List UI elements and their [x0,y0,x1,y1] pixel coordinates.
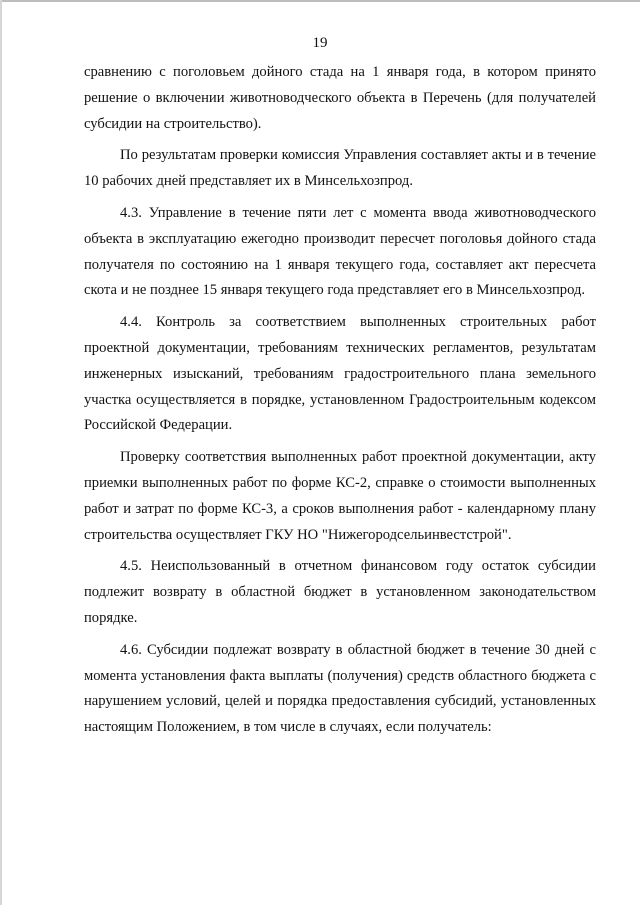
document-body [84,60,596,747]
paragraph-4-4: 4.4. Контроль за соответствием выполненных строительных работ проектной документации, требованиям технических регламентов, результатам инженерных изысканий, требованиям градостроительного плана земельного участка осуществляется в порядке, установленном Градостроительным кодексом Российской Федерации. [84,314,596,434]
paragraph-continuation: сравнению с поголовьем дойного стада на 1 января года, в котором принято решение о включении животноводческого объекта в Перечень (для получателей субсидии на строительство). [84,64,596,132]
page-left-edge [0,0,2,905]
paragraph-works-verification: Проверку соответствия выполненных работ проектной документации, акту приемки выполненных работ по форме КС-2, справке о стоимости выполненных работ и затрат по форме КС-3, а сроков выполнения работ - календарному плану строительства осуществляет ГКУ НО "Нижегородсельинвестстрой". [84,449,596,543]
page-top-edge [0,0,640,2]
paragraph-4-5: 4.5. Неиспользованный в отчетном финансовом году остаток субсидии подлежит возврату в областной бюджет в установленном законодательством порядке. [84,558,596,626]
paragraph-inspection-results: По результатам проверки комиссия Управления составляет акты и в течение 10 рабочих дней представляет их в Минсельхозпрод. [84,147,596,190]
page-number: 19 [312,35,328,51]
paragraph-4-6: 4.6. Субсидии подлежат возврату в областной бюджет в течение 30 дней с момента установления факта выплаты (получения) средств областного бюджета с нарушением условий, целей и порядка предоставления субсидий, установленных настоящим Положением, в том числе в случаях, если получатель: [84,641,596,736]
paragraph-4-3: 4.3. Управление в течение пяти лет с момента ввода животноводческого объекта в эксплуатацию ежегодно производит пересчет поголовья дойного стада получателя по состоянию на 1 января текущего года, составляет акт пересчета скота и не позднее 15 января текущего года представляет его в Минсельхозпрод. [84,204,596,299]
